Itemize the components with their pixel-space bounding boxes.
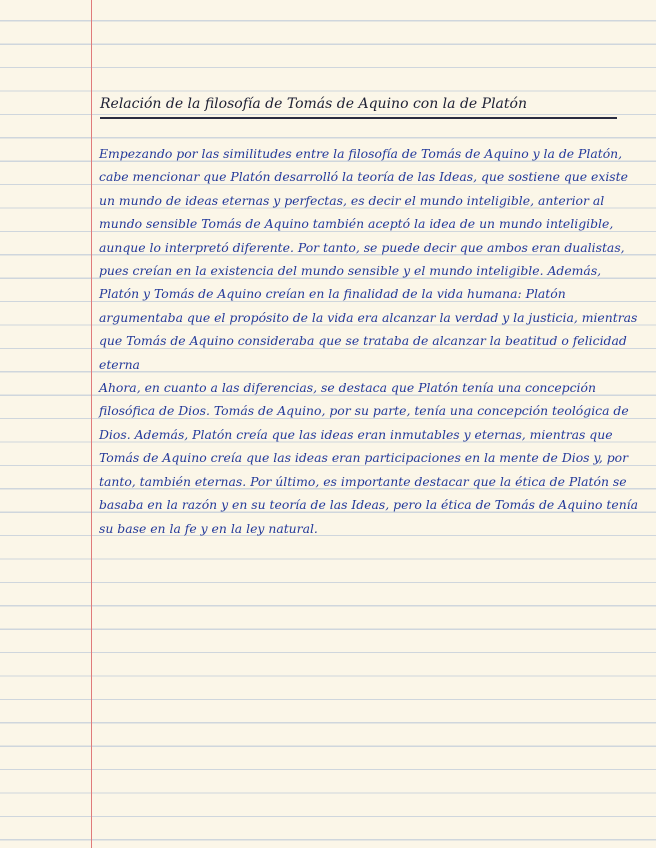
- title-underline: [100, 117, 617, 119]
- paragraph-similarities: Empezando por las similitudes entre la filosofía de Tomás de Aquino y la de Platón, cabe mencionar que Platón desarrolló la teoría de las Ideas, que sostiene que existe un mundo de ideas eternas y perfectas, es decir el mundo inteligible, anterior al mundo sensible Tomás de Aquino también aceptó la idea de un mundo inteligible, aunque lo interpretó diferente. Por tanto, se puede decir que ambos eran dualistas, pues creían en la existencia del mundo sensible y el mundo inteligible. Además, Platón y Tomás de Aquino creían en la finalidad de la vida humana: Platón argumentaba que el propósito de la vida era alcanzar la verdad y la justicia, mientras que Tomás de Aquino consideraba que se trataba de alcanzar la beatitud o felicidad eterna: [99, 146, 638, 372]
- margin-line: [91, 0, 92, 848]
- page-title: Relación de la filosofía de Tomás de Aquino con la de Platón: [100, 96, 527, 112]
- essay-body: [99, 142, 644, 540]
- paragraph-differences: Ahora, en cuanto a las diferencias, se destaca que Platón tenía una concepción filosófica de Dios. Tomás de Aquino, por su parte, tenía una concepción teológica de Dios. Además, Platón creía que las ideas eran inmutables y eternas, mientras que Tomás de Aquino creía que las ideas eran participaciones en la mente de Dios y, por tanto, también eternas. Por último, es importante destacar que la ética de Platón se basaba en la razón y en su teoría de las Ideas, pero la ética de Tomás de Aquino tenía su base en la fe y en la ley natural.: [99, 380, 639, 536]
